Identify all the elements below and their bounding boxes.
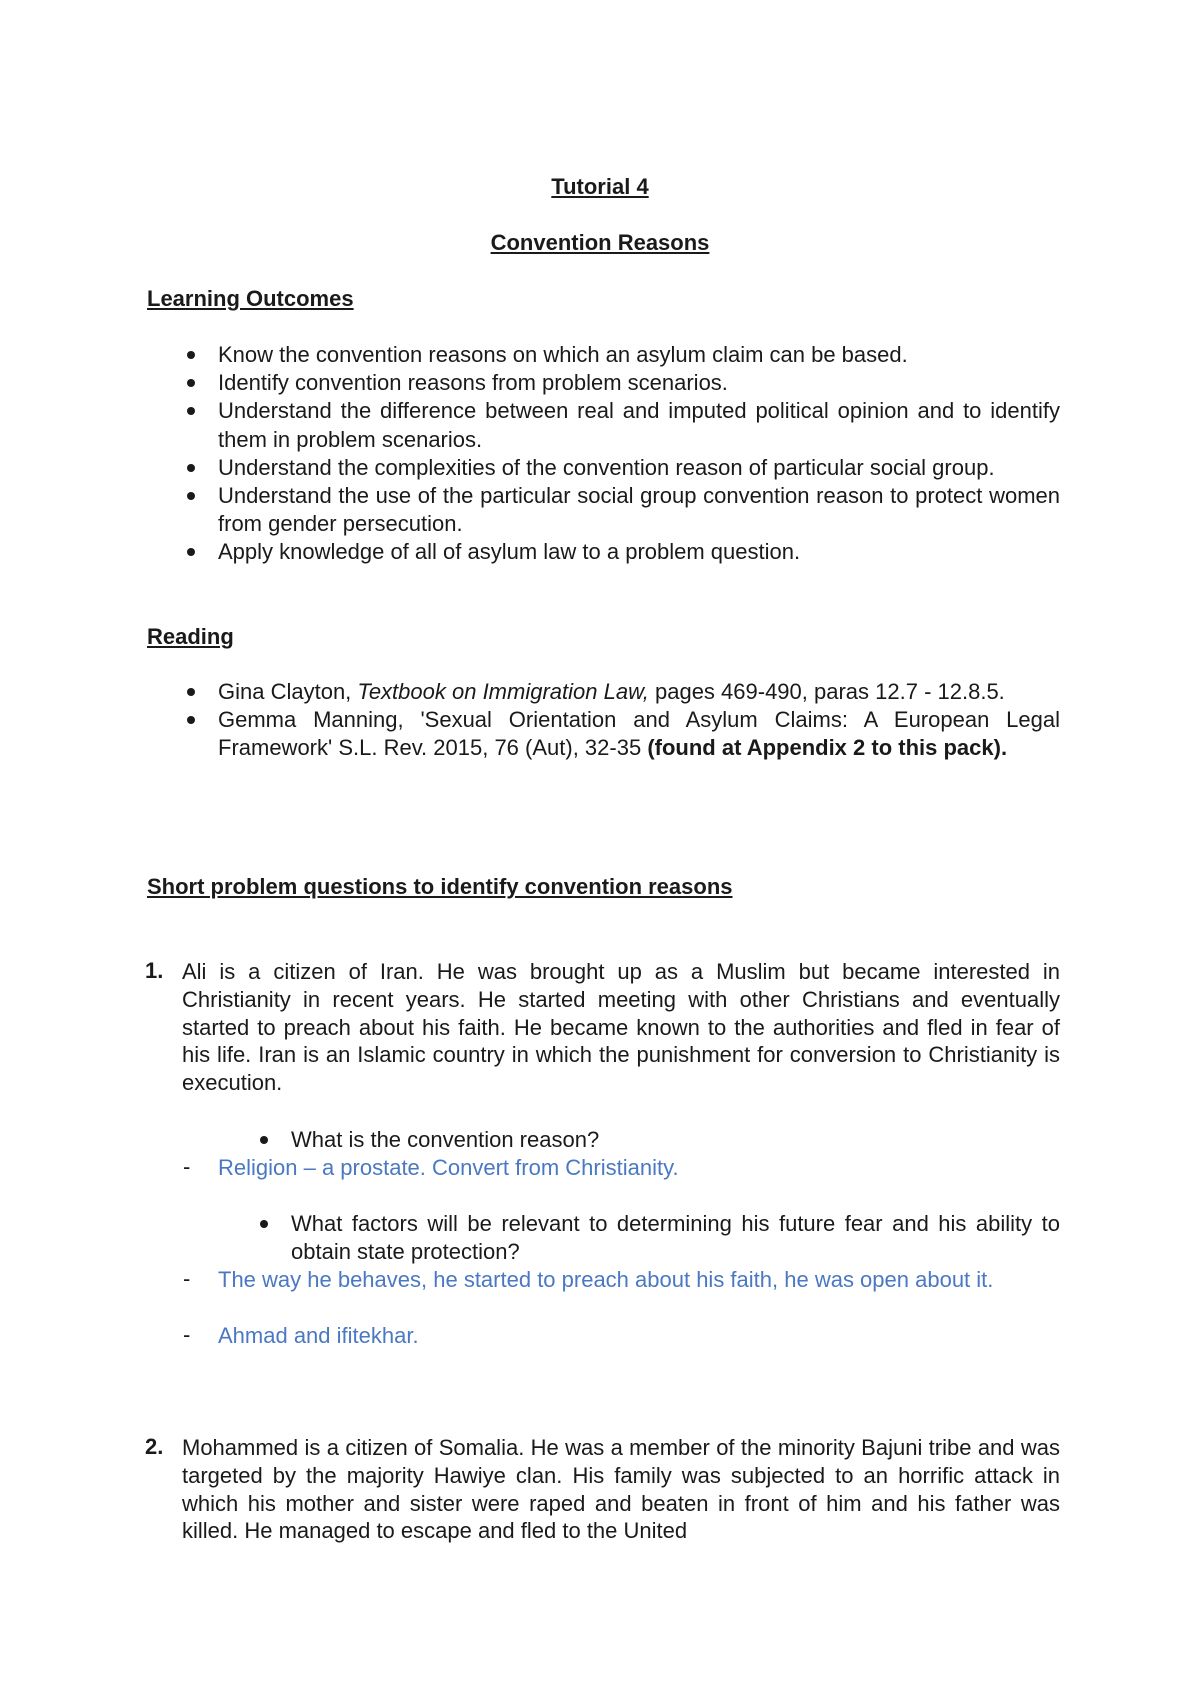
page-title: Tutorial 4 bbox=[551, 174, 649, 199]
list-item bbox=[218, 678, 1060, 706]
question-2-text: Mohammed is a citizen of Somalia. He was a member of the minority Bajuni tribe and was targeted by the majority Hawiye clan. His family was subjected to an horrific attack in which his mother and sister were raped and beaten in front of him and his father was killed. He managed to escape and fled to the United bbox=[182, 1435, 1060, 1544]
reading-item-text: Gemma Manning, 'Sexual Orientation and Asylum Claims: A European Legal Framework' S.L. Rev. 2015, 76 (Aut), 32-35 bbox=[218, 707, 1060, 761]
answer-text: Religion – a prostate. Convert from Christianity. bbox=[218, 1155, 679, 1180]
list-item: Understand the use of the particular social group convention reason to protect women from gender persecution. bbox=[218, 482, 1060, 538]
question-1-text: Ali is a citizen of Iran. He was brought up as a Muslim but became interested in Christianity in recent years. He started meeting with other Christians and eventually started to preach about his faith. He became known to the authorities and fled in fear of his life. Iran is an Islamic country in which the punishment for conversion to Christianity is execution. bbox=[182, 959, 1060, 1096]
learning-outcomes-heading: Learning Outcomes bbox=[147, 286, 354, 311]
question-1-sublist bbox=[291, 1126, 1060, 1154]
problems-heading: Short problem questions to identify convention reasons bbox=[147, 874, 733, 899]
list-item bbox=[218, 706, 1060, 762]
reading-heading: Reading bbox=[147, 624, 234, 649]
reading-list bbox=[218, 678, 1060, 763]
question-number: 2. bbox=[145, 1434, 164, 1459]
appendix-note: (found at Appendix 2 to this pack). bbox=[647, 735, 1008, 761]
reading-item-text: pages 469-490, paras 12.7 - 12.8.5. bbox=[648, 679, 1005, 704]
reading-item-text: Gina Clayton, bbox=[218, 679, 358, 704]
list-item: Identify convention reasons from problem scenarios. bbox=[218, 369, 1060, 397]
sub-question: What factors will be relevant to determining his future fear and his ability to obtain state protection? bbox=[291, 1211, 1060, 1264]
list-item: Apply knowledge of all of asylum law to a problem question. bbox=[218, 538, 1060, 566]
page-subtitle: Convention Reasons bbox=[490, 230, 710, 255]
answer-text: Ahmad and ifitekhar. bbox=[218, 1323, 419, 1348]
learning-outcomes-list bbox=[218, 341, 1060, 567]
answer-dash: - bbox=[183, 1154, 191, 1179]
list-item: Know the convention reasons on which an asylum claim can be based. bbox=[218, 341, 1060, 369]
list-item: Understand the difference between real and imputed political opinion and to identify them in problem scenarios. bbox=[218, 397, 1060, 453]
question-1-sublist bbox=[291, 1210, 1060, 1266]
question-number: 1. bbox=[145, 958, 164, 983]
book-title: Textbook on Immigration Law, bbox=[357, 679, 649, 704]
answer-text: The way he behaves, he started to preach about his faith, he was open about it. bbox=[218, 1267, 994, 1292]
answer-dash: - bbox=[183, 1322, 191, 1347]
answer-dash: - bbox=[183, 1266, 191, 1291]
list-item: Understand the complexities of the convention reason of particular social group. bbox=[218, 454, 1060, 482]
sub-question: What is the convention reason? bbox=[291, 1126, 1060, 1154]
